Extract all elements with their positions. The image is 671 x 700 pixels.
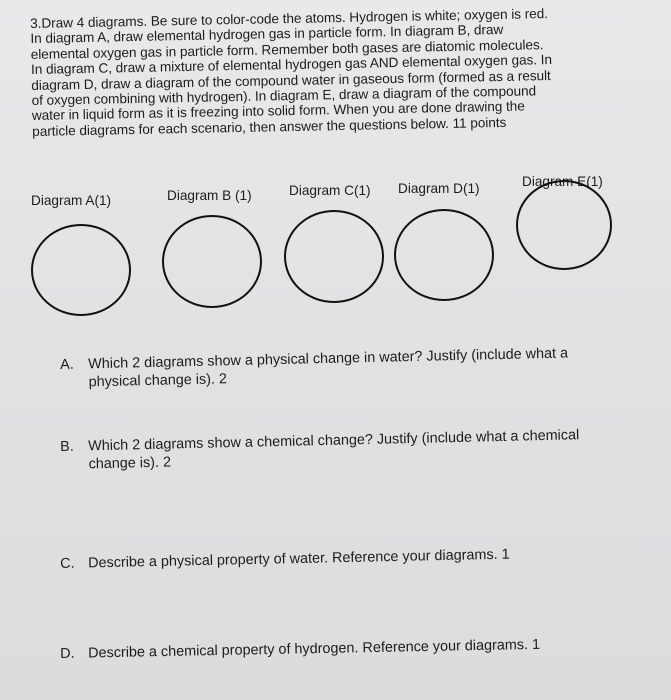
question-d-text: Describe a chemical property of hydrogen. Reference your diagrams. 1 bbox=[88, 636, 541, 662]
diagram-e-label: Diagram E(1) bbox=[522, 174, 603, 189]
question-a-letter: A. bbox=[60, 356, 74, 373]
instructions-paragraph: 3.Draw 4 diagrams. Be sure to color-code the atoms. Hydrogen is white; oxygen is red. In diagram A, draw elemental hydrogen gas in particle form. In diagram B, draw elemental oxygen gas in particle form. Remember both gases are diatomic molecules. In diagram C, draw a mixture of elemental hydrogen gas AND elemental oxygen gas. In diagram D, draw a diagram of the compound water in gaseous form (formed as a result of oxygen combining with hydrogen). In diagram E, draw a diagram of the compound water in liquid form as it is freezing into solid form. When you are done drawing the particle diagrams for each scenario, then answer the questions below. 11 points bbox=[30, 6, 553, 139]
question-a-text-line1: Which 2 diagrams show a physical change in water? Justify (include what a bbox=[88, 345, 569, 373]
diagram-e-circle bbox=[516, 180, 612, 270]
question-c bbox=[60, 546, 510, 573]
diagram-a-circle bbox=[31, 224, 131, 316]
question-b bbox=[60, 426, 580, 474]
question-c-text: Describe a physical property of water. Reference your diagrams. 1 bbox=[88, 546, 510, 572]
diagram-c-circle bbox=[284, 210, 384, 303]
diagram-b-label: Diagram B (1) bbox=[167, 188, 252, 203]
question-b-text-line2: change is). 2 bbox=[88, 454, 172, 473]
diagram-a-label: Diagram A(1) bbox=[31, 193, 112, 208]
question-b-letter: B. bbox=[60, 438, 74, 455]
diagram-d-circle bbox=[394, 209, 494, 301]
diagram-c-label: Diagram C(1) bbox=[289, 183, 371, 198]
question-a bbox=[60, 344, 569, 392]
question-a-text-line2: physical change is). 2 bbox=[88, 371, 228, 391]
diagram-d-label: Diagram D(1) bbox=[398, 181, 480, 196]
diagram-b-circle bbox=[162, 215, 262, 308]
question-c-letter: C. bbox=[60, 555, 75, 572]
question-d-letter: D. bbox=[60, 645, 75, 662]
question-d bbox=[60, 636, 540, 663]
question-b-text-line1: Which 2 diagrams show a chemical change? Justify (include what a chemical bbox=[88, 427, 580, 455]
